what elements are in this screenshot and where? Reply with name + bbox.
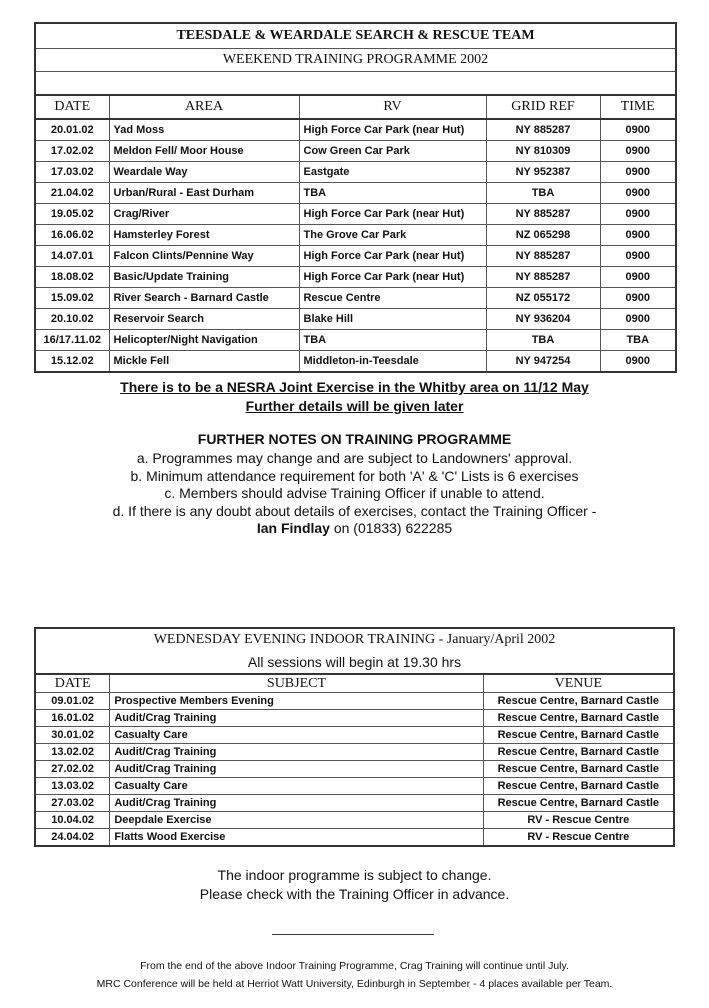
footer-line-2: MRC Conference will be held at Herriot Watt University, Edinburgh in September - 4 places available per Team. [96,978,613,990]
blank-row [35,72,676,96]
table-cell: 0900 [600,119,676,141]
table-cell: Crag/River [109,204,299,225]
table-cell: NY 885287 [486,246,600,267]
table-cell: Casualty Care [110,727,483,744]
table-cell: Blake Hill [299,309,486,330]
table-cell: NY 885287 [486,204,600,225]
divider-line [272,934,434,935]
table-cell: 0900 [600,351,676,373]
table-cell: River Search - Barnard Castle [109,288,299,309]
table-cell: 17.02.02 [35,141,109,162]
table-cell: High Force Car Park (near Hut) [299,267,486,288]
table-cell: NZ 055172 [486,288,600,309]
table-row [35,744,674,761]
table-cell: 0900 [600,309,676,330]
table-cell: 13.03.02 [35,778,110,795]
indoor-subtitle: All sessions will begin at 19.30 hrs [35,651,674,674]
indoor-note [0,866,709,904]
table-row [35,225,676,246]
table-row [35,183,676,204]
table-cell: 13.02.02 [35,744,110,761]
notes-title: FURTHER NOTES ON TRAINING PROGRAMME [197,431,512,447]
table-cell: Flatts Wood Exercise [110,829,483,847]
footer-line-1: From the end of the above Indoor Training Programme, Crag Training will continue until July. [140,960,569,972]
table-row [35,727,674,744]
table-cell: NY 885287 [486,119,600,141]
table-cell: Cow Green Car Park [299,141,486,162]
table-cell: 0900 [600,225,676,246]
table-cell: Helicopter/Night Navigation [109,330,299,351]
table-row [35,162,676,183]
indoor-note-line-2: Please check with the Training Officer in advance. [199,886,510,902]
table-cell: Middleton-in-Teesdale [299,351,486,373]
note-c: c. Members should advise Training Officer if unable to attend. [164,485,545,501]
table-cell: Prospective Members Evening [110,693,483,710]
table-row [35,119,676,141]
table-row [35,812,674,829]
table-cell: 0900 [600,288,676,309]
table-cell: 10.04.02 [35,812,110,829]
table-cell: Audit/Crag Training [110,744,483,761]
table-row [35,710,674,727]
table-cell: 0900 [600,204,676,225]
table-cell: 17.03.02 [35,162,109,183]
table-cell: Deepdale Exercise [110,812,483,829]
table-cell: NY 885287 [486,267,600,288]
header-time: TIME [600,95,676,119]
table-row [35,693,674,710]
table-cell: High Force Car Park (near Hut) [299,204,486,225]
table-cell: 14.07.01 [35,246,109,267]
table-cell: 0900 [600,162,676,183]
table-cell: Rescue Centre, Barnard Castle [483,778,674,795]
table-cell: Reservoir Search [109,309,299,330]
table-cell: TBA [299,183,486,204]
contact-name: Ian Findlay [256,520,330,536]
nesra-line-1: There is to be a NESRA Joint Exercise in the Whitby area on 11/12 May [120,379,589,395]
notes-list [0,450,709,538]
table-cell: Rescue Centre, Barnard Castle [483,693,674,710]
table-cell: 27.03.02 [35,795,110,812]
header-date: DATE [35,674,110,693]
nesra-notice [0,378,709,416]
table-cell: The Grove Car Park [299,225,486,246]
note-d: d. If there is any doubt about details of exercises, contact the Training Officer - [112,502,597,519]
table-cell: Audit/Crag Training [110,795,483,812]
table-cell: Rescue Centre, Barnard Castle [483,795,674,812]
header-date: DATE [35,95,109,119]
table-cell: 20.01.02 [35,119,109,141]
table-cell: Audit/Crag Training [110,710,483,727]
table-row [35,267,676,288]
header-area: AREA [109,95,299,119]
indoor-title: WEDNESDAY EVENING INDOOR TRAINING - January/April 2002 [153,632,556,647]
table-cell: Hamsterley Forest [109,225,299,246]
table-row [35,288,676,309]
contact-phone: on (01833) 622285 [329,520,453,536]
table-cell: Mickle Fell [109,351,299,373]
indoor-training-table [34,627,675,847]
table-cell: 0900 [600,141,676,162]
table-cell: Meldon Fell/ Moor House [109,141,299,162]
table-cell: 16.06.02 [35,225,109,246]
table-cell: 24.04.02 [35,829,110,847]
table-row [35,330,676,351]
table-row [35,829,674,847]
table-cell: Rescue Centre, Barnard Castle [483,744,674,761]
table-cell: 15.12.02 [35,351,109,373]
table-cell: NY 947254 [486,351,600,373]
table-cell: RV - Rescue Centre [483,829,674,847]
footer [0,957,709,993]
table-cell: 09.01.02 [35,693,110,710]
note-b: b. Minimum attendance requirement for both 'A' & 'C' Lists is 6 exercises [130,467,579,484]
table-cell: 30.01.02 [35,727,110,744]
table-cell: 16/17.11.02 [35,330,109,351]
indoor-header-row [35,674,674,693]
indoor-note-line-1: The indoor programme is subject to change. [217,867,492,883]
table-row [35,778,674,795]
table-row [35,761,674,778]
table-cell: Urban/Rural - East Durham [109,183,299,204]
table-row [35,204,676,225]
table-cell: High Force Car Park (near Hut) [299,119,486,141]
table-cell: 15.09.02 [35,288,109,309]
header-rv: RV [299,95,486,119]
table-cell: 27.02.02 [35,761,110,778]
note-a: a. Programmes may change and are subject to Landowners' approval. [136,450,573,466]
table-cell: Rescue Centre, Barnard Castle [483,727,674,744]
nesra-line-2: Further details will be given later [245,398,464,414]
table-cell: Rescue Centre, Barnard Castle [483,710,674,727]
table-cell: Audit/Crag Training [110,761,483,778]
table-cell: Yad Moss [109,119,299,141]
table-cell: 0900 [600,246,676,267]
table-cell: 16.01.02 [35,710,110,727]
table-cell: Eastgate [299,162,486,183]
table-cell: TBA [486,330,600,351]
weekend-header-row [35,95,676,119]
header-subject: SUBJECT [110,674,483,693]
table-row [35,246,676,267]
table-cell: TBA [299,330,486,351]
table-cell: NY 810309 [486,141,600,162]
table-cell: Rescue Centre, Barnard Castle [483,761,674,778]
team-title: TEESDALE & WEARDALE SEARCH & RESCUE TEAM [35,23,676,49]
table-cell: Basic/Update Training [109,267,299,288]
header-venue: VENUE [483,674,674,693]
table-cell: 0900 [600,183,676,204]
table-cell: Rescue Centre [299,288,486,309]
table-cell: Falcon Clints/Pennine Way [109,246,299,267]
weekend-programme-title: WEEKEND TRAINING PROGRAMME 2002 [35,49,676,72]
table-cell: 0900 [600,267,676,288]
table-cell: Weardale Way [109,162,299,183]
table-row [35,309,676,330]
table-cell: NY 952387 [486,162,600,183]
table-cell: Casualty Care [110,778,483,795]
table-row [35,795,674,812]
table-cell: 21.04.02 [35,183,109,204]
table-cell: TBA [600,330,676,351]
table-cell: TBA [486,183,600,204]
table-cell: NY 936204 [486,309,600,330]
table-cell: High Force Car Park (near Hut) [299,246,486,267]
header-grid-ref: GRID REF [486,95,600,119]
table-cell: 18.08.02 [35,267,109,288]
weekend-training-table [34,22,677,373]
table-cell: RV - Rescue Centre [483,812,674,829]
table-cell: 19.05.02 [35,204,109,225]
note-contact [0,520,709,538]
table-cell: NZ 065298 [486,225,600,246]
table-row [35,351,676,373]
table-row [35,141,676,162]
table-cell: 20.10.02 [35,309,109,330]
